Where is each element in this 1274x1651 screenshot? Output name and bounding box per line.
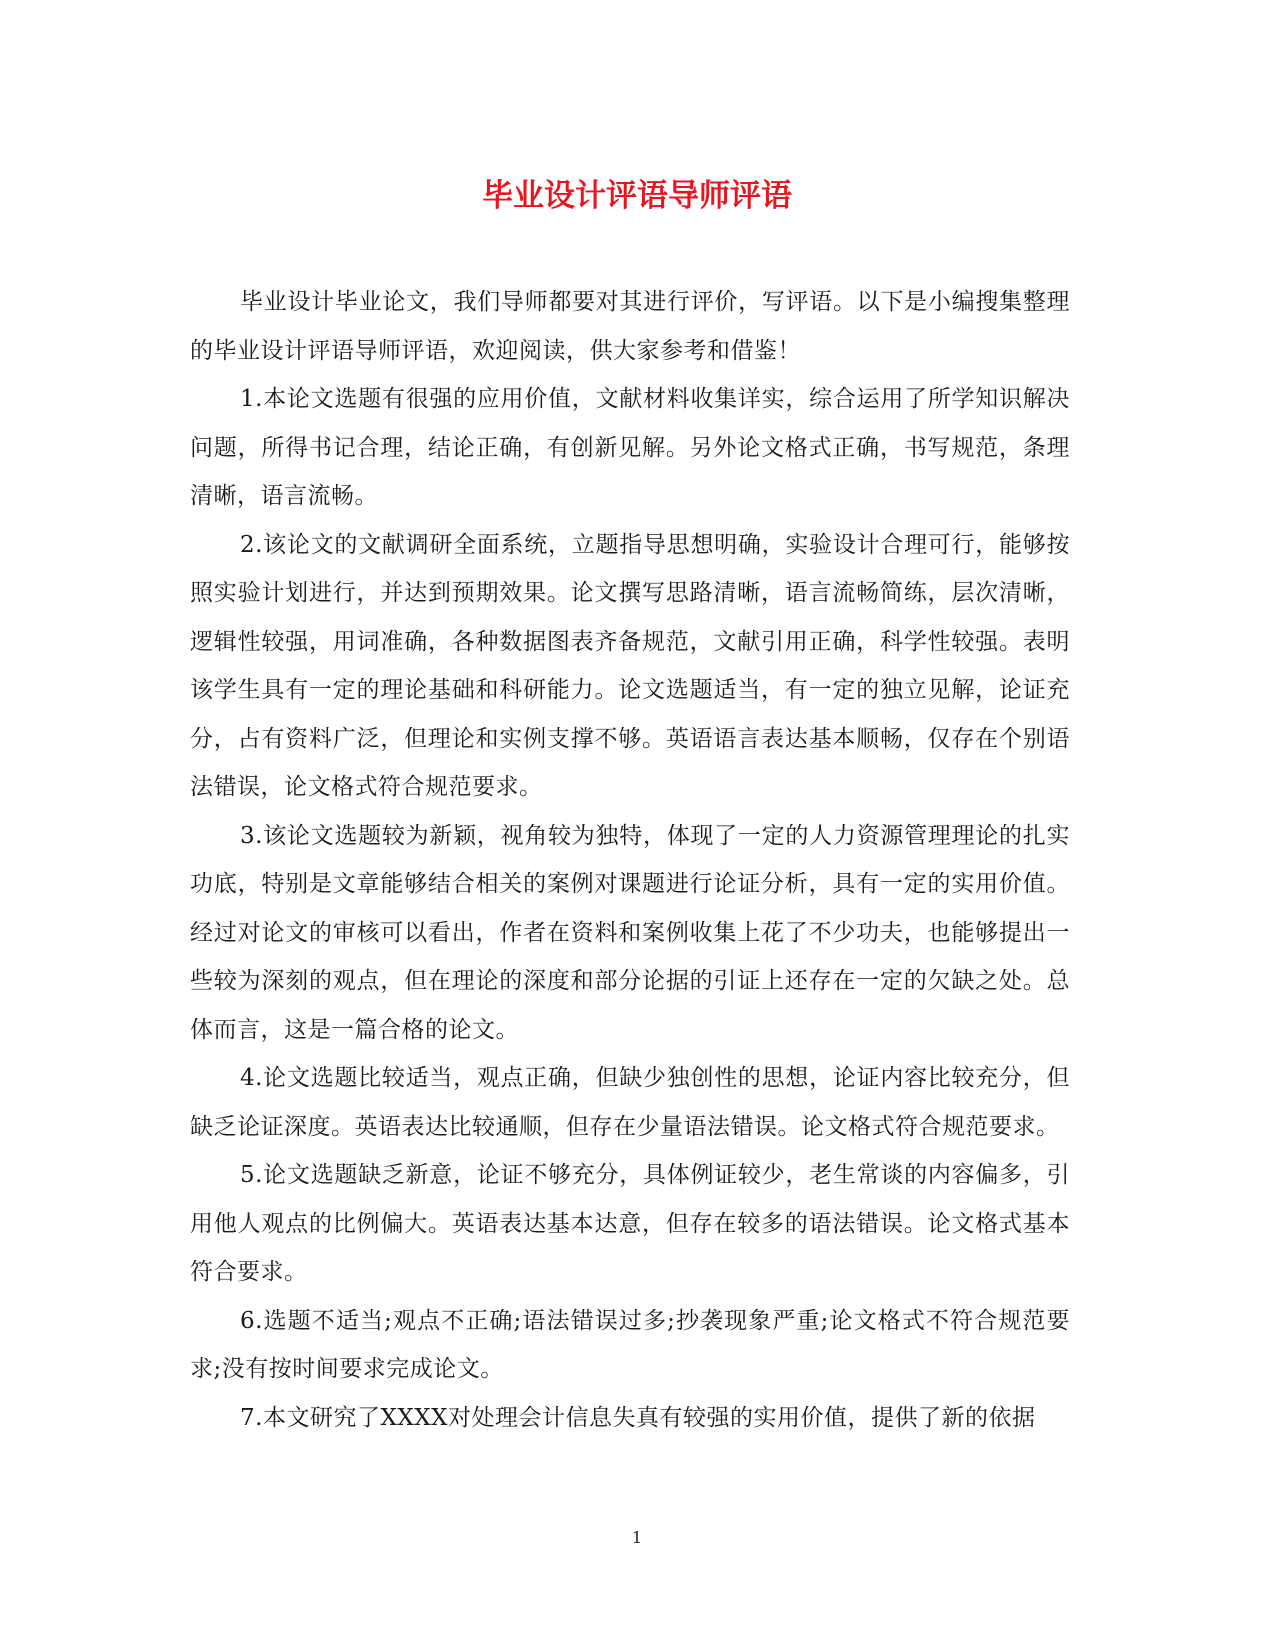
page-number: 1 <box>631 1528 643 1547</box>
document-body <box>190 278 1070 1442</box>
comment-paragraph-1: 1.本论文选题有很强的应用价值，文献材料收集详实，综合运用了所学知识解决问题，所得书记合理，结论正确，有创新见解。另外论文格式正确，书写规范，条理清晰，语言流畅。 <box>190 386 1070 509</box>
comment-paragraph-4: 4.论文选题比较适当，观点正确，但缺少独创性的思想，论证内容比较充分，但缺乏论证深度。英语表达比较通顺，但存在少量语法错误。论文格式符合规范要求。 <box>190 1065 1070 1140</box>
comment-paragraph-3: 3.该论文选题较为新颖，视角较为独特，体现了一定的人力资源管理理论的扎实功底，特别是文章能够结合相关的案例对课题进行论证分析，具有一定的实用价值。经过对论文的审核可以看出，作者在资料和案例收集上花了不少功夫，也能够提出一些较为深刻的观点，但在理论的深度和部分论据的引证上还存在一定的欠缺之处。总体而言，这是一篇合格的论文。 <box>190 822 1070 1043</box>
intro-paragraph: 毕业设计毕业论文，我们导师都要对其进行评价，写评语。以下是小编搜集整理的毕业设计评语导师评语，欢迎阅读，供大家参考和借鉴！ <box>190 289 1070 364</box>
document-title: 毕业设计评语导师评语 <box>482 178 792 214</box>
comment-paragraph-5: 5.论文选题缺乏新意，论证不够充分，具体例证较少，老生常谈的内容偏多，引用他人观点的比例偏大。英语表达基本达意，但存在较多的语法错误。论文格式基本符合要求。 <box>190 1162 1070 1285</box>
comment-paragraph-7: 7.本文研究了XXXX对处理会计信息失真有较强的实用价值，提供了新的依据 <box>240 1404 1036 1431</box>
comment-paragraph-6: 6.选题不适当;观点不正确;语法错误过多;抄袭现象严重;论文格式不符合规范要求;没有按时间要求完成论文。 <box>190 1307 1070 1382</box>
comment-paragraph-2: 2.该论文的文献调研全面系统，立题指导思想明确，实验设计合理可行，能够按照实验计划进行，并达到预期效果。论文撰写思路清晰，语言流畅简练，层次清晰，逻辑性较强，用词准确，各种数据图表齐备规范，文献引用正确，科学性较强。表明该学生具有一定的理论基础和科研能力。论文选题适当，有一定的独立见解，论证充分，占有资料广泛，但理论和实例支撑不够。英语语言表达基本顺畅，仅存在个别语法错误，论文格式符合规范要求。 <box>190 531 1070 800</box>
